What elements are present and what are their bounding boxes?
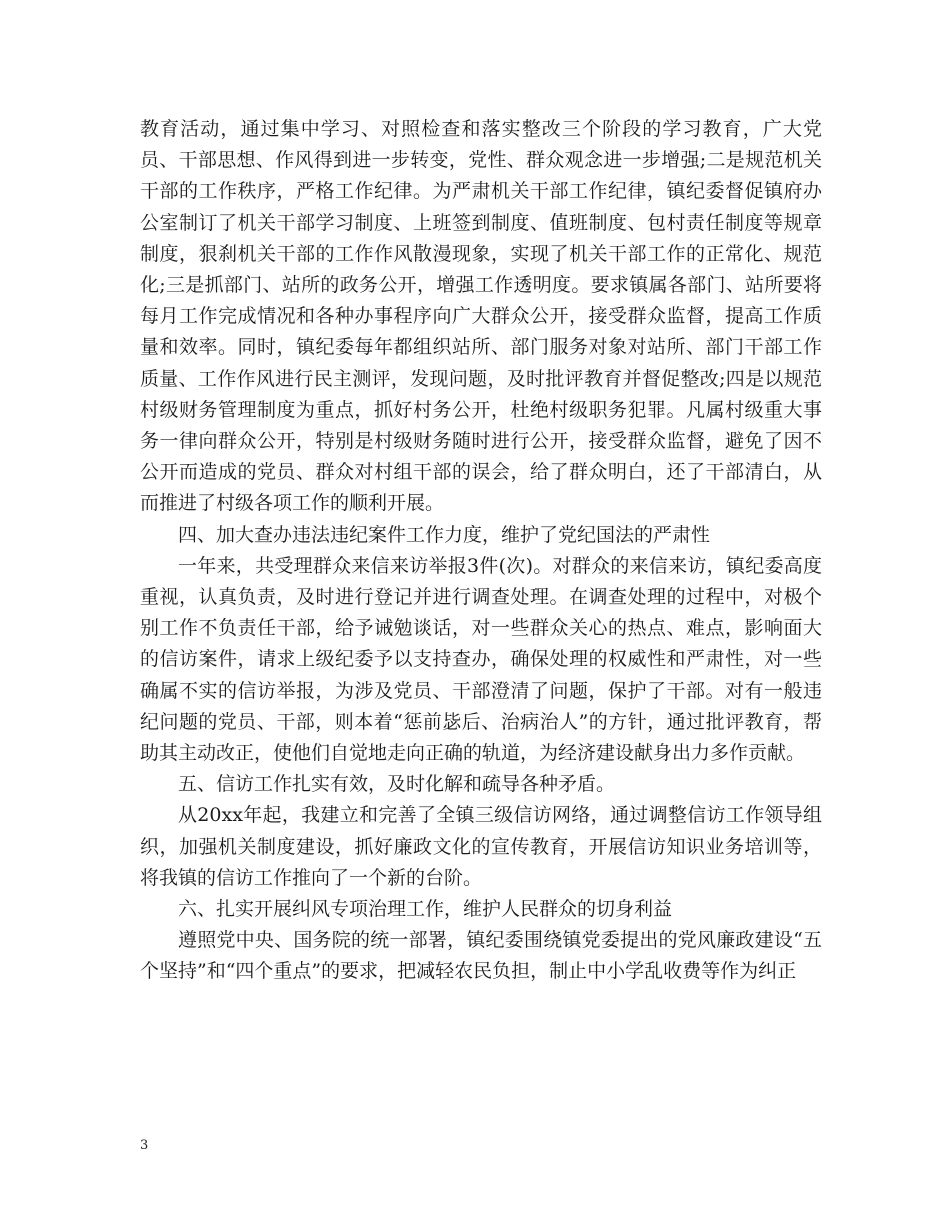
page-number: 3: [140, 1138, 149, 1153]
document-body: [140, 114, 822, 988]
paragraph-continuation: 教育活动，通过集中学习、对照检查和落实整改三个阶段的学习教育，广大党员、干部思想、作风得到进一步转变，党性、群众观念进一步增强;二是规范机关干部的工作秩序，严格工作纪律。为严肃机关干部工作纪律，镇纪委督促镇府办公室制订了机关干部学习制度、上班签到制度、值班制度、包村责任制度等规章制度，狠刹机关干部的工作作风散漫现象，实现了机关干部工作的正常化、规范化;三是抓部门、站所的政务公开，增强工作透明度。要求镇属各部门、站所要将每月工作完成情况和各种办事程序向广大群众公开，接受群众监督，提高工作质量和效率。同时，镇纪委每年都组织站所、部门服务对象对站所、部门干部工作质量、工作作风进行民主测评，发现问题，及时批评教育并督促整改;四是以规范村级财务管理制度为重点，抓好村务公开，杜绝村级职务犯罪。凡属村级重大事务一律向群众公开，特别是村级财务随时进行公开，接受群众监督，避免了因不公开而造成的党员、群众对村组干部的误会，给了群众明白，还了干部清白，从而推进了村级各项工作的顺利开展。: [140, 118, 822, 515]
paragraph-rectification: 遵照党中央、国务院的统一部署，镇纪委围绕镇党委提出的党风廉政建设“五个坚持”和“四个重点”的要求，把减轻农民负担，制止中小学乱收费等作为纠正: [140, 929, 822, 983]
paragraph-petition-work: 从20xx年起，我建立和完善了全镇三级信访网络，通过调整信访工作领导组织，加强机关制度建设，抓好廉政文化的宣传教育，开展信访知识业务培训等，将我镇的信访工作推向了一个新的台阶。: [140, 804, 822, 889]
section-heading-6: 六、扎实开展纠风专项治理工作，维护人民群众的切身利益: [178, 898, 673, 921]
section-heading-4: 四、加大查办违法违纪案件工作力度，维护了党纪国法的严肃性: [178, 523, 711, 546]
section-heading-5: 五、信访工作扎实有效，及时化解和疏导各种矛盾。: [178, 773, 616, 796]
paragraph-case-handling: 一年来，共受理群众来信来访举报3件(次)。对群众的来信来访，镇纪委高度重视，认真负责，及时进行登记并进行调查处理。在调查处理的过程中，对极个别工作不负责任干部，给予诫勉谈话，对一些群众关心的热点、难点，影响面大的信访案件，请求上级纪委予以支持查办，确保处理的权威性和严肃性，对一些确属不实的信访举报，为涉及党员、干部澄清了问题，保护了干部。对有一般违纪问题的党员、干部，则本着“惩前毖后、治病治人”的方针，通过批评教育，帮助其主动改正，使他们自觉地走向正确的轨道，为经济建设献身出力多作贡献。: [140, 554, 822, 765]
